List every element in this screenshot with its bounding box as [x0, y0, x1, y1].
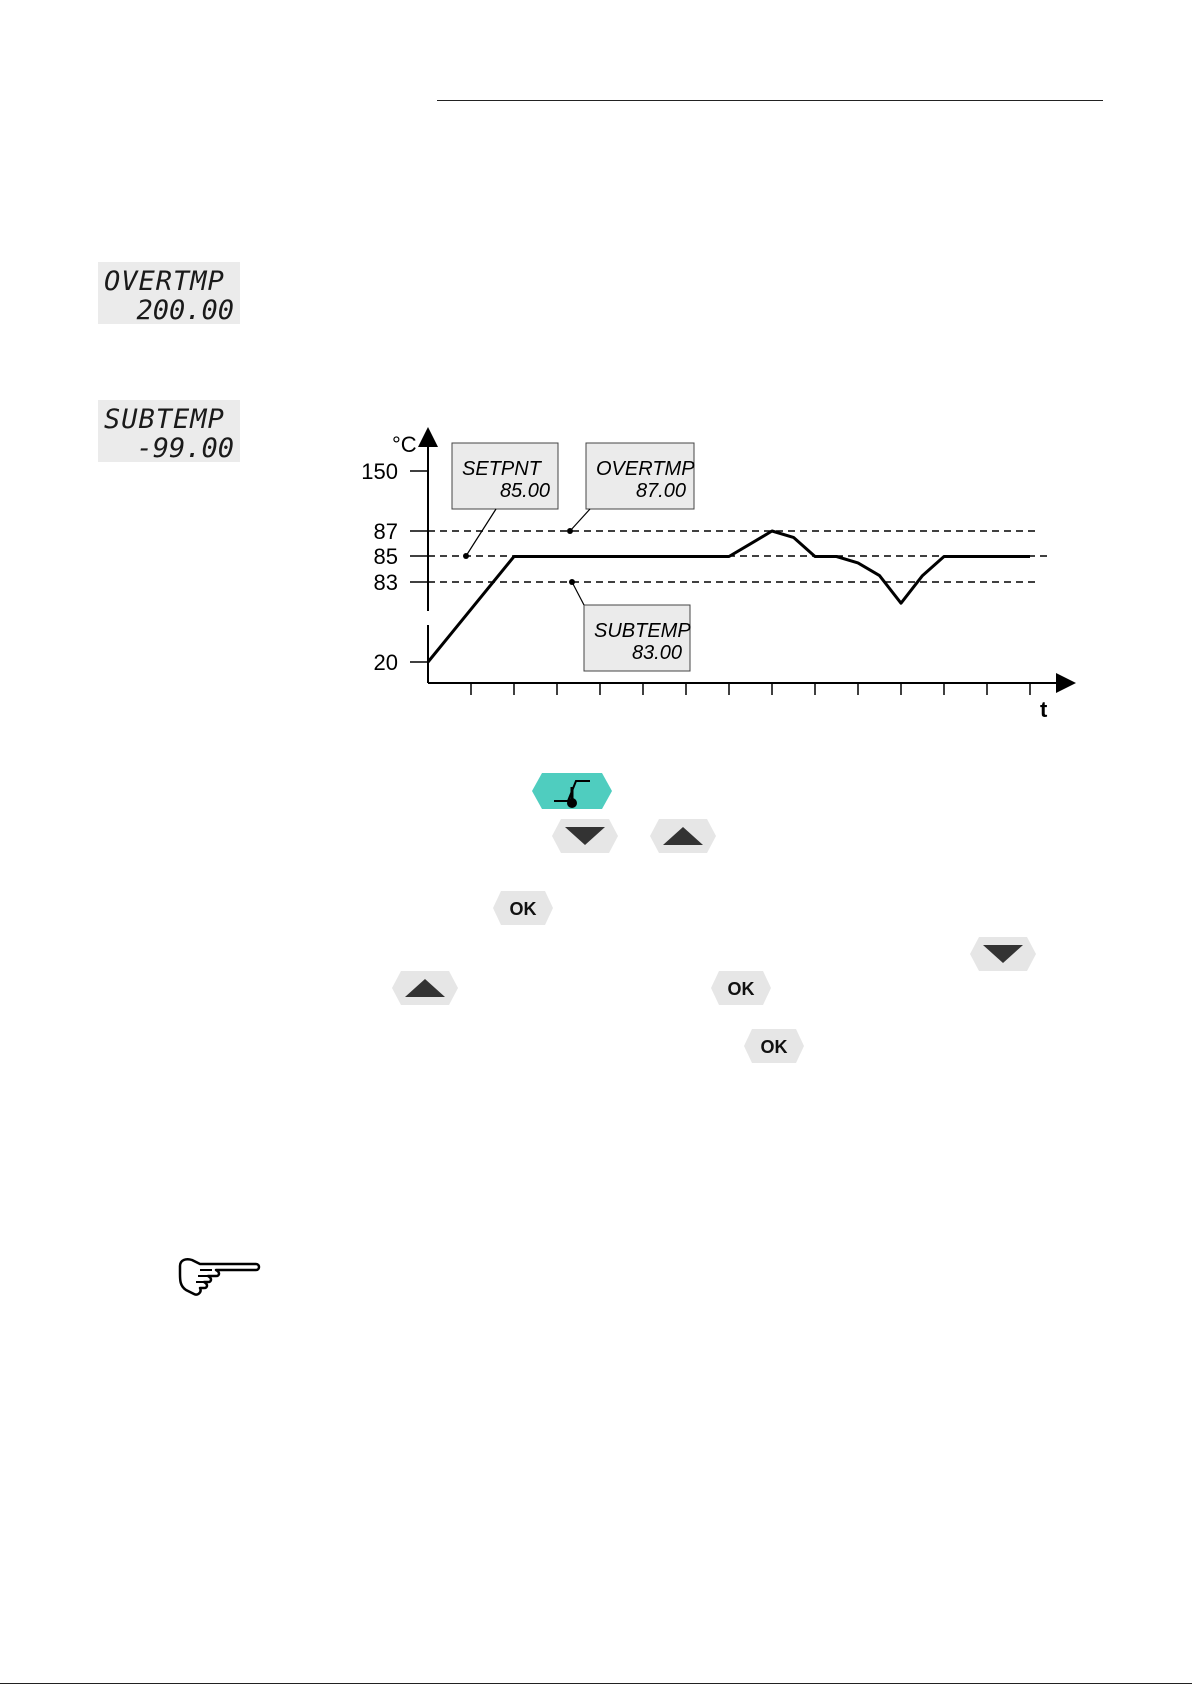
annotation-line2: 85.00	[499, 480, 550, 502]
annotation-line1: SETPNT	[462, 458, 541, 480]
y-tick-label: 150	[361, 459, 398, 484]
y-tick-label: 85	[373, 544, 398, 569]
annotation-dot	[567, 528, 573, 534]
lcd-subtemp-line1: SUBTEMP	[104, 404, 225, 435]
lcd-overtemp-line2: 200.00	[136, 295, 234, 324]
down-button[interactable]	[552, 819, 618, 853]
header-rule	[437, 100, 1103, 101]
lcd-overtemp-line1: OVERTMP	[104, 266, 225, 297]
annotation-leader	[466, 509, 496, 556]
lcd-subtemp-display	[98, 400, 240, 462]
ok-button-2[interactable]	[711, 971, 771, 1005]
ok-label: OK	[760, 1037, 788, 1057]
up-button-2[interactable]	[392, 971, 458, 1005]
x-axis-label: t	[1040, 697, 1048, 722]
temperature-curve	[428, 531, 1030, 662]
annotation-line2: 87.00	[635, 480, 686, 502]
chart-svg	[350, 425, 1080, 735]
annotation-dot	[463, 553, 469, 559]
pointing-hand-icon	[176, 1256, 262, 1300]
annotation-leader	[570, 509, 590, 531]
y-tick-label: 87	[373, 519, 398, 544]
annotation-leader	[572, 582, 584, 605]
y-tick-label: 83	[373, 570, 398, 595]
ok-button[interactable]	[493, 891, 553, 925]
annotation-line1: OVERTMP	[596, 458, 695, 480]
temperature-limit-button[interactable]	[532, 773, 612, 809]
lcd-overtemp-display	[98, 262, 240, 324]
up-button[interactable]	[650, 819, 716, 853]
down-button-2[interactable]	[970, 937, 1036, 971]
annotation-dot	[569, 579, 575, 585]
y-tick-label: 20	[373, 650, 398, 675]
lcd-subtemp-line2: -99.00	[136, 433, 234, 462]
ok-button-3[interactable]	[744, 1029, 804, 1063]
ok-label: OK	[509, 899, 537, 919]
annotation-line1: SUBTEMP	[594, 620, 691, 642]
footer-rule	[0, 1683, 1192, 1684]
ok-label: OK	[727, 979, 755, 999]
y-axis-label: °C	[392, 432, 417, 457]
temperature-chart	[350, 425, 1080, 735]
annotation-line2: 83.00	[631, 642, 682, 664]
